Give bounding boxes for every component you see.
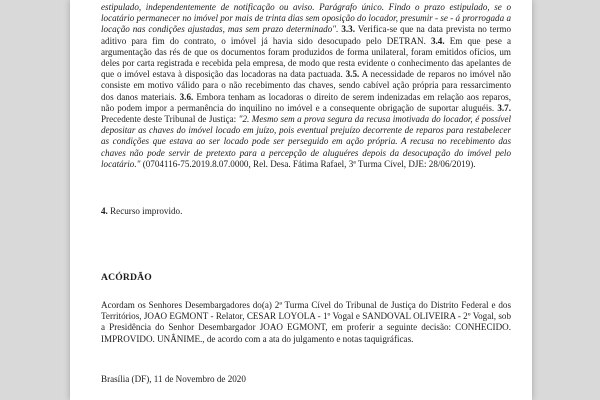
precedent-reference: (0704116-75.2019.8.07.0000, Rel. Desa. Fátima Rafael, 3ª Turma Cível, DJE: 28/06/2019). — [142, 158, 476, 169]
item-text-3-7: Precedente deste Tribunal de Justiça: — [101, 114, 237, 125]
precedent-quote: "2. Mesmo sem a prova segura da recusa imotivada do locador, é possível depositar as chaves do imóvel locado em juízo, pois eventual prejuízo decorrente de reparos para restabelecer as condições que estava ao ser locado pode ser perseguido em ação própria. A recusa no recebimento das chaves não pode servir de pretexto para a percepção de aluguéres depois da desocupação do imóvel pelo locatário." — [101, 114, 512, 169]
item-4 — [101, 206, 182, 216]
item-number-3-5: 3.5. — [345, 69, 360, 80]
item-number-3-6: 3.6. — [179, 91, 194, 102]
date-line: Brasília (DF), 11 de Novembro de 2020 — [101, 374, 246, 384]
body-paragraph — [101, 2, 511, 170]
item-number-3-7: 3.7. — [497, 102, 511, 113]
item-number-3-3: 3.3. — [341, 24, 355, 35]
acordao-heading: ACÓRDÃO — [101, 272, 152, 283]
item-number-4: 4. — [101, 206, 108, 216]
item-text-3-6: Embora tenham as locadoras o direito de serem indenizadas em relação aos reparos, não podem impor a permanência do inquilino no imóvel e a consequente obrigação de suportar aluguéis. — [101, 91, 511, 113]
item-number-3-4: 3.4. — [430, 35, 445, 46]
item-text-3-3: Verifica-se que na data prevista no termo aditivo para fim do contrato, o imóvel já havia sido desocupado pelo DETRAN. — [101, 24, 511, 46]
italic-quote-start: estipulado, independentemente de notificação ou aviso. Parágrafo único. Findo o prazo estipulado, se o locatário permanecer no imóvel por mais de trinta dias sem oposição do locador, presumir - se - á prorrogada a locação nas condições ajustadas, mas sem prazo determinado". — [101, 2, 511, 35]
document-page — [70, 0, 532, 400]
item-text-3-4: Em que pese a argumentação das rés de que os documentos foram produzidos de forma unilateral, foram emitidos ofícios, um deles por carta registrada e recebida pela empresa, de modo que resta evidente o conhecimento das apelantes de que o imóvel estava à disposição das locadoras na data pactuada. — [101, 35, 511, 80]
acordao-paragraph: Acordam os Senhores Desembargadores do(a) 2ª Turma Cível do Tribunal de Justiça do Distrito Federal e dos Territórios, JOAO EGMONT - Relator, CESAR LOYOLA - 1º Vogal e SANDOVAL OLIVEIRA - 2º Vogal, sob a Presidência do Senhor Desembargador JOAO EGMONT, em proferir a seguinte decisão: CONHECIDO. IMPROVIDO. UNÂNIME., de acordo com a ata do julgamento e notas taquigráficas. — [101, 300, 511, 344]
item-text-3-5: A necessidade de reparos no imóvel não consiste em motivo válido para o não recebimento das chaves, sendo cabível ação própria para ressarcimento dos danos materiais. — [101, 69, 511, 102]
item-text-4: Recurso improvido. — [110, 206, 183, 216]
